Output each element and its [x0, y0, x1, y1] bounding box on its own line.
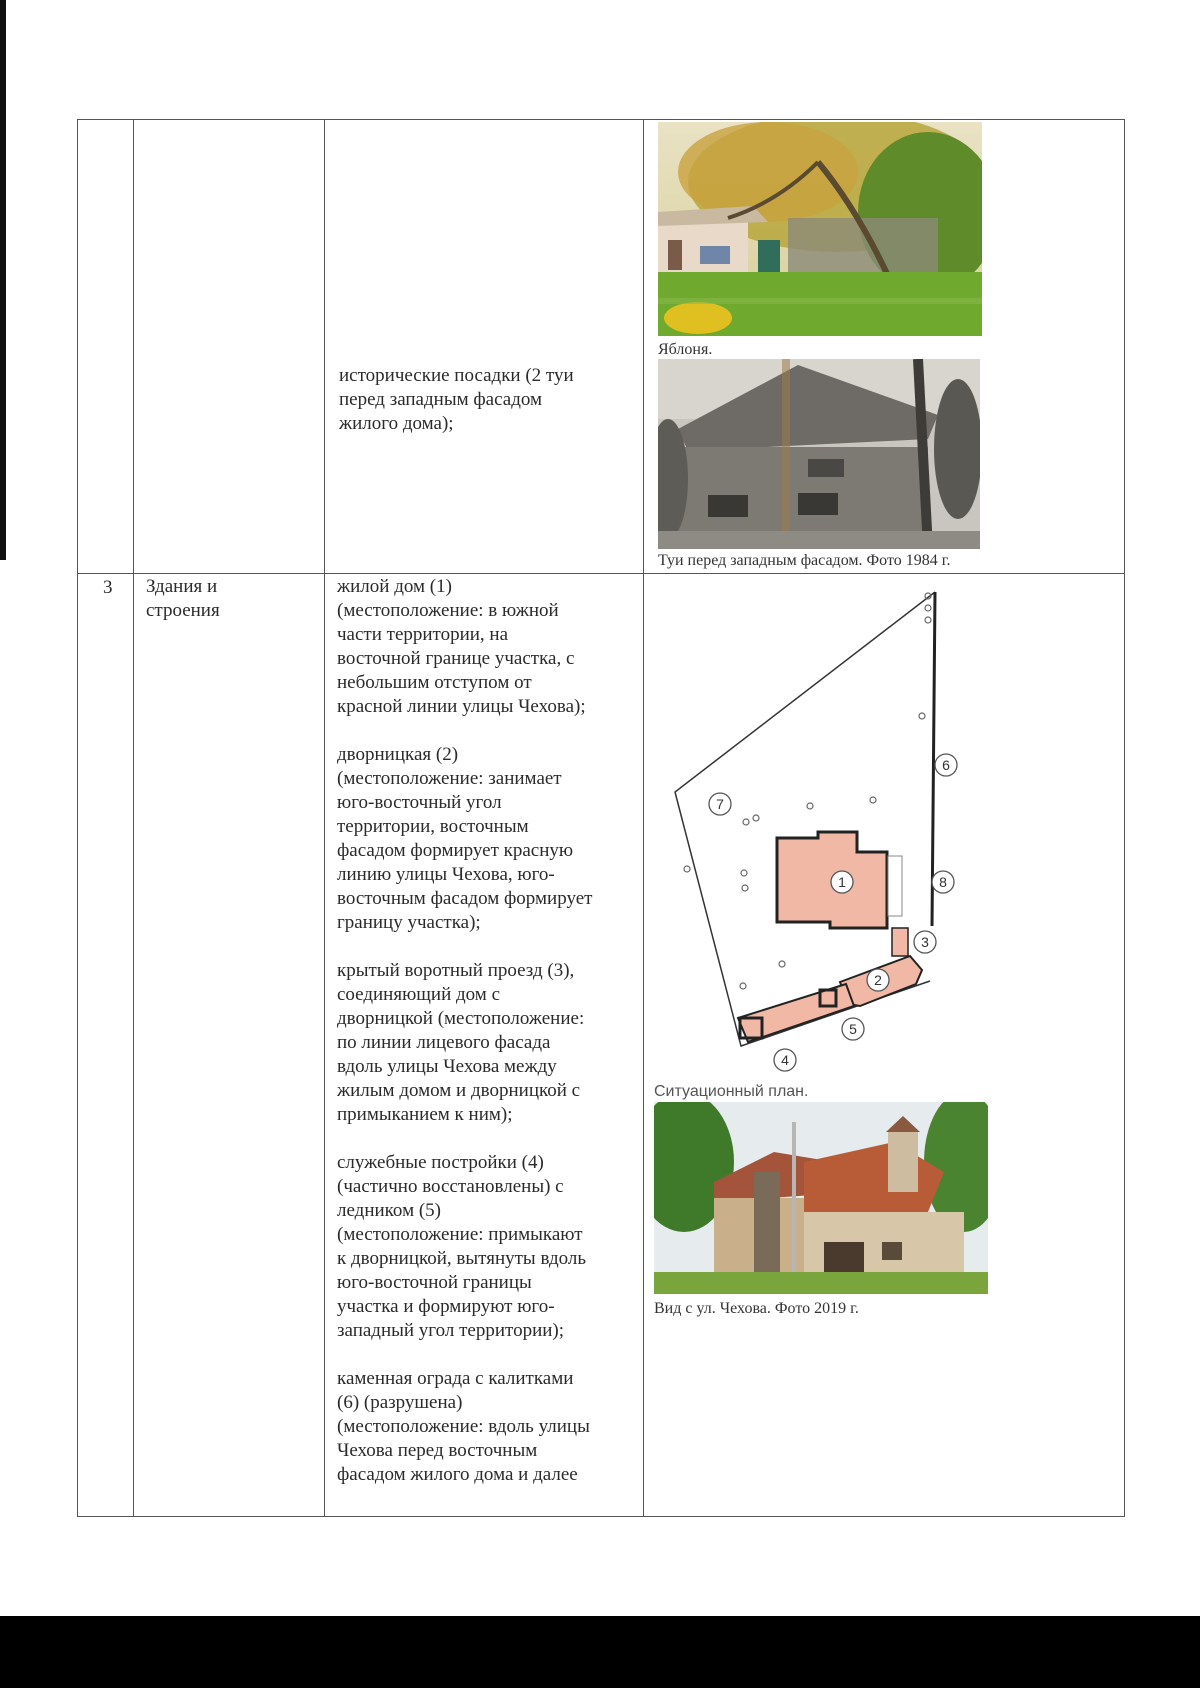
- scan-bottom-band: [0, 1616, 1200, 1688]
- buildings-description: [337, 575, 637, 1511]
- table-row-divider: [78, 573, 1124, 574]
- description-paragraph: дворницкая (2) (местоположение: занимает юго-восточный угол территории, восточным фасадом формирует красную линию улицы Чехова, юго- восточным фасадом формирует границу участка);: [337, 744, 593, 933]
- table-column-divider: [643, 120, 644, 1516]
- plan-label: 6: [942, 757, 950, 773]
- apple-tree-caption: Яблоня.: [658, 341, 713, 358]
- description-paragraph: каменная ограда с калитками (6) (разрушена) (местоположение: вдоль улицы Чехова перед восточным фасадом жилого дома и далее: [337, 1368, 590, 1485]
- plan-label: 3: [921, 934, 929, 950]
- plan-label: 8: [939, 874, 947, 890]
- street-view-caption: Вид с ул. Чехова. Фото 2019 г.: [654, 1300, 859, 1317]
- scan-edge: [0, 0, 6, 560]
- apple-tree-photo: [658, 122, 982, 336]
- row-category: Здания и строения: [146, 576, 220, 621]
- plan-label: 2: [874, 972, 882, 988]
- plan-label: 1: [838, 874, 846, 890]
- historic-plantings-text: исторические посадки (2 туи перед западным фасадом жилого дома);: [339, 365, 574, 434]
- situation-plan: [660, 586, 970, 1076]
- plan-label: 4: [781, 1052, 789, 1068]
- thujas-photo: [658, 359, 980, 549]
- thujas-caption: Туи перед западным фасадом. Фото 1984 г.: [658, 552, 951, 569]
- situation-plan-caption: Ситуационный план.: [654, 1083, 809, 1100]
- plan-label: 5: [849, 1021, 857, 1037]
- row-number: 3: [103, 577, 113, 598]
- description-paragraph: крытый воротный проезд (3), соединяющий дом с дворницкой (местоположение: по линии лицевого фасада вдоль улицы Чехова между жилым домом и дворницкой с примыканием к ним);: [337, 960, 585, 1125]
- table-column-divider: [133, 120, 134, 1516]
- description-paragraph: служебные постройки (4) (частично восстановлены) с ледником (5) (местоположение: примыкают к дворницкой, вытянуты вдоль юго-восточной границы участка и формируют юго- западный угол территории);: [337, 1152, 587, 1341]
- description-paragraph: жилой дом (1) (местоположение: в южной части территории, на восточной границе участка, с небольшим отступом от красной линии улицы Чехова);: [337, 576, 586, 717]
- plan-label: 7: [716, 796, 724, 812]
- street-view-photo: [654, 1102, 988, 1294]
- table-column-divider: [324, 120, 325, 1516]
